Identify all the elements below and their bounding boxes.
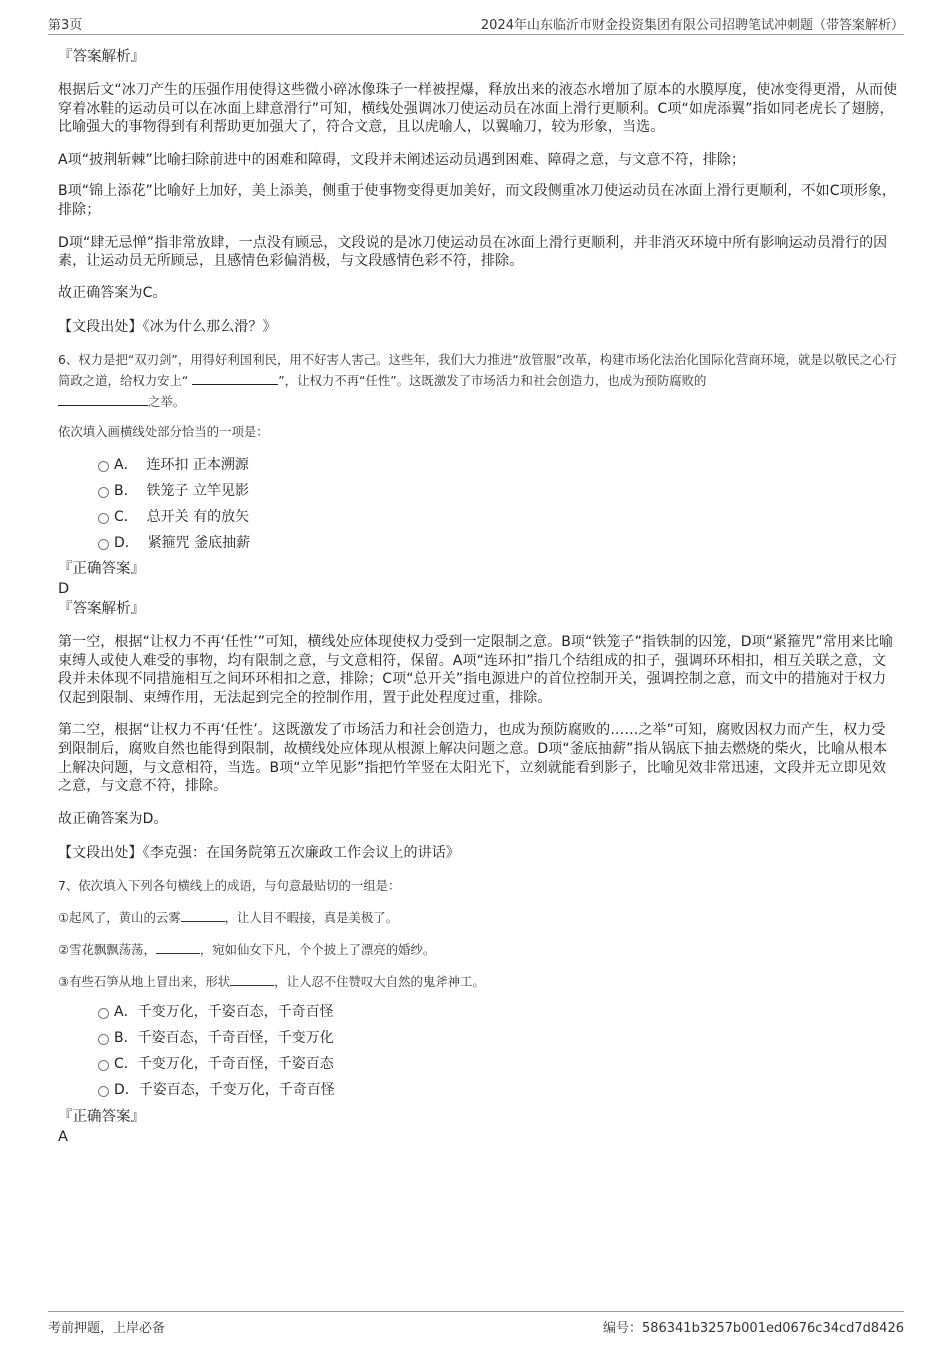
correct-answer-label: 『正确答案』 xyxy=(58,1108,145,1125)
source-citation: 【文段出处】《冰为什么那么滑？》 xyxy=(58,319,277,336)
correct-answer: D xyxy=(58,580,70,597)
footer-slogan: 考前押题，上岸必备 xyxy=(48,1321,166,1336)
option-c[interactable]: C． 总开关 有的放矢 xyxy=(58,504,898,530)
option-a[interactable]: A． 连环扣 正本溯源 xyxy=(58,452,898,478)
question-instruction: 依次填入画横线处部分恰当的一项是： xyxy=(58,423,269,439)
conclusion: 故正确答案为D。 xyxy=(58,810,168,827)
analysis-paragraph: A项“披荆斩棘”比喻扫除前进中的困难和障碍，文段并未阐述运动员遇到困难、障碍之意，与文意不符，排除； xyxy=(58,151,746,168)
answer-blank xyxy=(192,372,278,385)
question-stem: 7、依次填入下列各句横线上的成语，与句意最贴切的一组是： xyxy=(58,877,401,893)
radio-icon[interactable] xyxy=(98,487,109,498)
radio-icon[interactable] xyxy=(98,513,109,524)
page-number: 第3页 xyxy=(48,18,83,33)
analysis-paragraph: D项“肆无忌惮”指非常放肆，一点没有顾忌，文段说的是冰刀使运动员在冰面上滑行更顺利，并非消灭环境中所有影响运动员滑行的因素，让运动员无所顾忌，且感情色彩偏消极，与文段感情色彩不符，排除。 xyxy=(58,234,888,270)
radio-icon[interactable] xyxy=(98,539,109,550)
page-header xyxy=(48,14,904,35)
analysis-paragraph: 第二空，根据“让权力不再‘任性’。这既激发了市场活力和社会创造力，也成为预防腐败的……之举”可知，腐败因权力而产生，权力受到限制后，腐败自然也能得到限制，故横线处应体现从根源上解决问题之意。D项“釜底抽薪”指从锅底下抽去燃烧的柴火，比喻从根本上解决问题，与文意相符，当选。B项“立竿见影”指把竹竿竖在太阳光下，立刻就能看到影子，比喻见效非常迅速，文段并无立即见效之意，与文意不符，排除。 xyxy=(58,722,888,795)
document-title: 2024年山东临沂市财金投资集团有限公司招聘笔试冲刺题（带答案解析） xyxy=(480,18,904,33)
option-a[interactable]: A．千变万化，千姿百态，千奇百怪 xyxy=(58,999,898,1025)
radio-icon[interactable] xyxy=(98,1060,109,1071)
answer-blank xyxy=(230,974,274,986)
conclusion: 故正确答案为C。 xyxy=(58,284,167,301)
page-footer xyxy=(48,1311,904,1336)
options-list xyxy=(58,452,898,556)
source-citation: 【文段出处】《李克强：在国务院第五次廉政工作会议上的讲话》 xyxy=(58,845,460,862)
sentence-1: ①起风了，黄山的云雾 ，让人目不暇接，真是美极了。 xyxy=(58,909,399,925)
option-b[interactable]: B． 铁笼子 立竿见影 xyxy=(58,478,898,504)
analysis-paragraph: 根据后文“冰刀产生的压强作用使得这些微小碎冰像珠子一样被捏爆，释放出来的液态水增加了原本的水膜厚度，使冰变得更滑，从而使穿着冰鞋的运动员可以在冰面上肆意滑行”可知，横线处强调冰刀使运动员在冰面上滑行更顺利。C项“如虎添翼”指如同老虎长了翅膀，比喻强大的事物得到有利帮助更加强大了，符合文意，且以虎喻人，以翼喻刀，较为形象，当选。 xyxy=(58,82,898,136)
analysis-paragraph: 第一空，根据“让权力不再‘任性’”可知，横线处应体现使权力受到一定限制之意。B项“铁笼子”指铁制的囚笼，D项“紧箍咒”常用来比喻束缚人或使人难受的事物，均有限制之意，与文意相符，保留。A项“连环扣”指几个结组成的扣子，强调环环相扣，相互关联之意，文段并未体现不同措施相互之间环环相扣之意，排除；C项“总开关”指电源进户的首位控制开关，强调控制之意，而文中的措施对于权力仅起到限制、束缚作用，无法起到完全的控制作用，置于此处程度过重，排除。 xyxy=(58,633,894,706)
radio-icon[interactable] xyxy=(98,1034,109,1045)
answer-blank xyxy=(181,910,225,922)
correct-answer-label: 『正确答案』 xyxy=(58,560,145,577)
analysis-paragraph: B项“锦上添花”比喻好上加好，美上添美，侧重于使事物变得更加美好，而文段侧重冰刀使运动员在冰面上滑行更顺利，不如C项形象，排除； xyxy=(58,183,896,218)
options-list xyxy=(58,999,898,1103)
sentence-3: ③有些石笋从地上冒出来，形状 ，让人忍不住赞叹大自然的鬼斧神工。 xyxy=(58,973,485,989)
radio-icon[interactable] xyxy=(98,461,109,472)
question-stem: 6、权力是把“双刃剑”，用得好利国利民，用不好害人害己。这些年，我们大力推进“放管服”改革，构建市场化法治化国际化营商环境，就是以敬民之心行简政之道，给权力安上“ ”，让权力不再“任性”。这既激发了市场活力和社会创造力，也成为预防腐败的 之举。 xyxy=(58,351,897,409)
sentence-2: ②雪花飘飘荡荡， ，宛如仙女下凡，个个披上了漂亮的婚纱。 xyxy=(58,941,436,957)
answer-blank xyxy=(58,393,148,406)
correct-answer: A xyxy=(58,1128,68,1145)
page-content xyxy=(58,44,898,1147)
option-d[interactable]: D． 紧箍咒 釜底抽薪 xyxy=(58,530,898,556)
option-c[interactable]: C．千变万化，千奇百怪，千姿百态 xyxy=(58,1051,898,1077)
radio-icon[interactable] xyxy=(98,1086,109,1097)
document-code: 编号：586341b3257b001ed0676c34cd7d8426 xyxy=(602,1321,904,1336)
answer-blank xyxy=(156,942,200,954)
analysis-label: 『答案解析』 xyxy=(58,600,145,617)
radio-icon[interactable] xyxy=(98,1008,109,1019)
analysis-label: 『答案解析』 xyxy=(58,49,145,65)
option-d[interactable]: D．千姿百态，千变万化，千奇百怪 xyxy=(58,1077,898,1103)
option-b[interactable]: B．千姿百态，千奇百怪，千变万化 xyxy=(58,1025,898,1051)
